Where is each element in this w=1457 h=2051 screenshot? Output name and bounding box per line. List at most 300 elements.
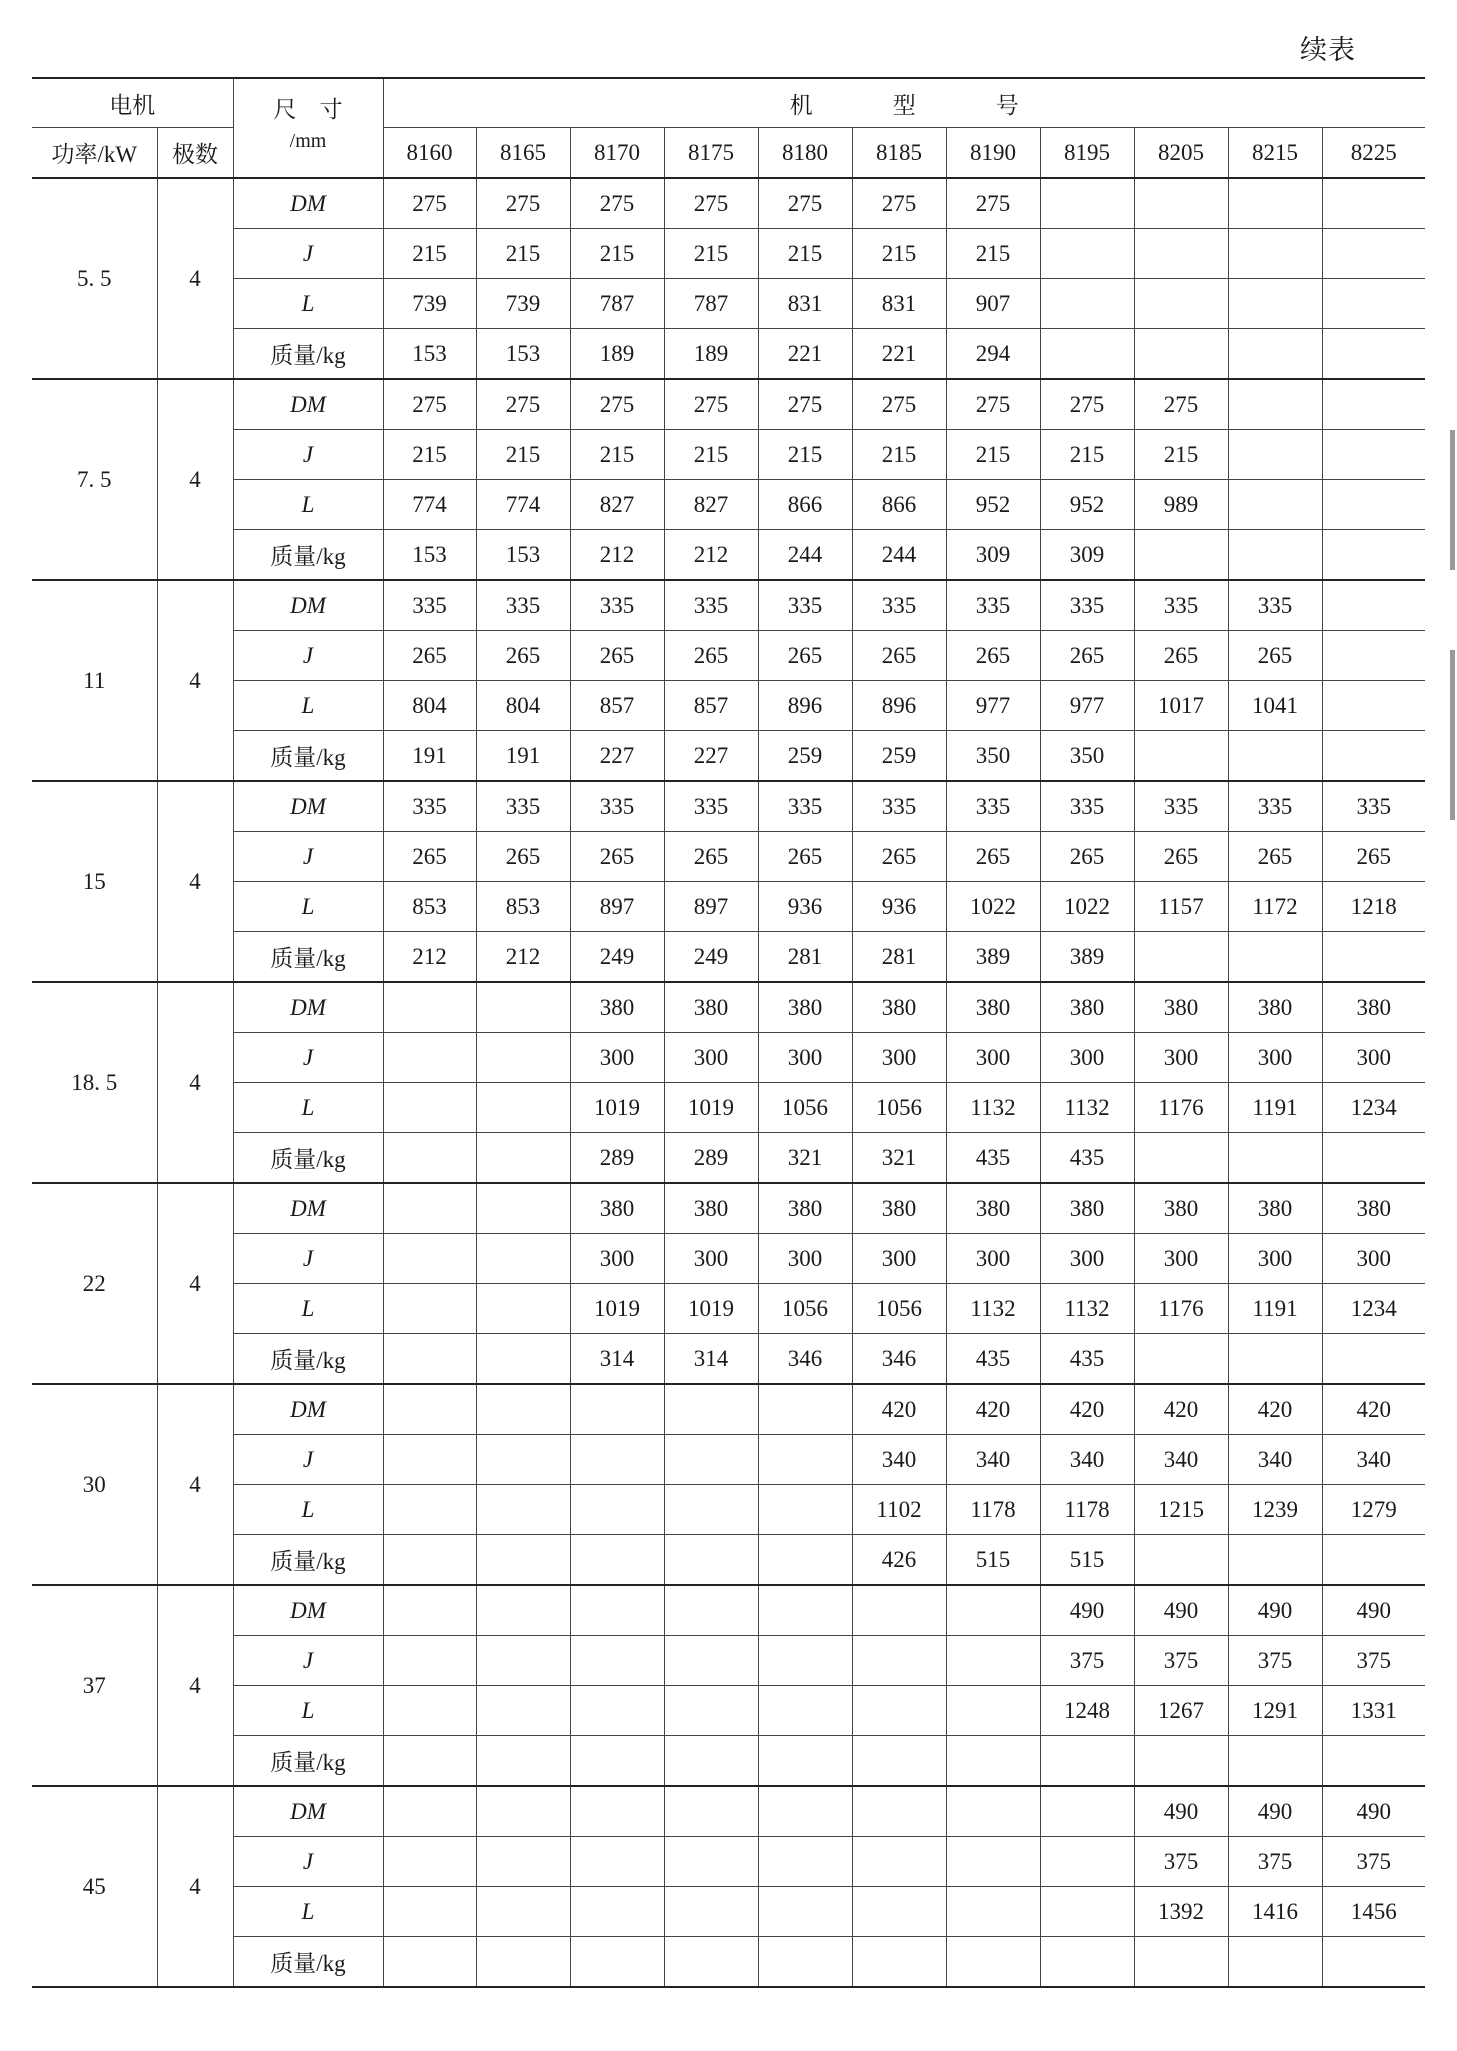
value-cell: 335 (1040, 580, 1134, 631)
value-cell: 275 (664, 178, 758, 229)
value-cell (1322, 631, 1425, 681)
value-cell (852, 1786, 946, 1837)
power-cell: 7. 5 (32, 379, 157, 580)
value-cell: 227 (664, 731, 758, 782)
value-cell: 380 (758, 1183, 852, 1234)
value-cell (1322, 229, 1425, 279)
value-cell: 897 (664, 882, 758, 932)
value-cell (383, 1435, 476, 1485)
value-cell (664, 1384, 758, 1435)
poles-cell: 4 (157, 982, 233, 1183)
table-row (32, 530, 1425, 581)
value-cell: 275 (570, 178, 664, 229)
value-cell: 294 (946, 329, 1040, 380)
value-cell: 1132 (1040, 1083, 1134, 1133)
value-cell (570, 1786, 664, 1837)
table-row (32, 882, 1425, 932)
value-cell: 346 (758, 1334, 852, 1385)
value-cell (1322, 329, 1425, 380)
value-cell (383, 1133, 476, 1184)
power-cell: 11 (32, 580, 157, 781)
value-cell: 977 (946, 681, 1040, 731)
dimension-label: J (233, 1234, 383, 1284)
table-body (32, 178, 1425, 1987)
value-cell: 265 (664, 631, 758, 681)
value-cell (383, 1937, 476, 1988)
dimension-label: L (233, 1887, 383, 1937)
value-cell (1322, 1736, 1425, 1787)
value-cell (570, 1535, 664, 1586)
value-cell: 1234 (1322, 1083, 1425, 1133)
value-cell: 804 (383, 681, 476, 731)
value-cell: 300 (1322, 1234, 1425, 1284)
value-cell: 831 (758, 279, 852, 329)
value-cell: 259 (758, 731, 852, 782)
value-cell (758, 1786, 852, 1837)
value-cell (758, 1837, 852, 1887)
value-cell (758, 1485, 852, 1535)
value-cell (758, 1585, 852, 1636)
value-cell: 1132 (946, 1083, 1040, 1133)
table-row (32, 832, 1425, 882)
value-cell: 435 (946, 1133, 1040, 1184)
value-cell: 1279 (1322, 1485, 1425, 1535)
value-cell: 265 (1040, 631, 1134, 681)
power-cell: 37 (32, 1585, 157, 1786)
value-cell: 300 (946, 1234, 1040, 1284)
value-cell: 265 (1134, 631, 1228, 681)
continued-table-label: 续表 (1300, 35, 1356, 65)
value-cell: 275 (570, 379, 664, 430)
value-cell: 340 (1322, 1435, 1425, 1485)
value-cell: 321 (852, 1133, 946, 1184)
value-cell (946, 1887, 1040, 1937)
value-cell: 275 (946, 379, 1040, 430)
value-cell (1134, 932, 1228, 983)
value-cell (1322, 932, 1425, 983)
dimension-label: 质量/kg (233, 1334, 383, 1385)
value-cell: 420 (852, 1384, 946, 1435)
model-column-header: 8205 (1134, 128, 1228, 179)
value-cell (664, 1736, 758, 1787)
value-cell: 380 (570, 982, 664, 1033)
value-cell (383, 1384, 476, 1435)
value-cell: 490 (1040, 1585, 1134, 1636)
value-cell: 221 (852, 329, 946, 380)
table-row (32, 1786, 1425, 1837)
value-cell (852, 1837, 946, 1887)
value-cell: 1056 (758, 1083, 852, 1133)
value-cell: 265 (758, 832, 852, 882)
value-cell: 215 (476, 430, 570, 480)
value-cell: 1056 (852, 1284, 946, 1334)
value-cell: 335 (1040, 781, 1134, 832)
value-cell (1228, 731, 1322, 782)
model-column-header: 8180 (758, 128, 852, 179)
value-cell: 265 (946, 832, 1040, 882)
value-cell (570, 1887, 664, 1937)
table-row (32, 279, 1425, 329)
value-cell (664, 1837, 758, 1887)
dimension-label: J (233, 1837, 383, 1887)
value-cell (758, 1686, 852, 1736)
value-cell: 1019 (664, 1284, 758, 1334)
table-row (32, 430, 1425, 480)
value-cell (383, 982, 476, 1033)
value-cell: 191 (476, 731, 570, 782)
table-row (32, 631, 1425, 681)
value-cell: 340 (1134, 1435, 1228, 1485)
value-cell: 1019 (664, 1083, 758, 1133)
value-cell (1228, 1334, 1322, 1385)
dimension-label: DM (233, 1384, 383, 1435)
value-cell: 265 (570, 832, 664, 882)
value-cell (1134, 731, 1228, 782)
value-cell: 380 (570, 1183, 664, 1234)
value-cell: 335 (664, 781, 758, 832)
page-edge-mark (1450, 430, 1455, 570)
value-cell: 375 (1228, 1636, 1322, 1686)
dimension-label: 质量/kg (233, 1937, 383, 1988)
value-cell: 1176 (1134, 1083, 1228, 1133)
dimension-label: DM (233, 379, 383, 430)
value-cell (476, 1585, 570, 1636)
value-cell: 215 (664, 430, 758, 480)
value-cell: 265 (383, 832, 476, 882)
value-cell: 314 (570, 1334, 664, 1385)
table-row (32, 982, 1425, 1033)
value-cell (476, 1636, 570, 1686)
value-cell: 215 (476, 229, 570, 279)
dimension-label: DM (233, 178, 383, 229)
value-cell: 1176 (1134, 1284, 1228, 1334)
value-cell (383, 1284, 476, 1334)
value-cell: 275 (383, 178, 476, 229)
table-row (32, 1284, 1425, 1334)
value-cell: 309 (946, 530, 1040, 581)
table-row (32, 1384, 1425, 1435)
value-cell: 314 (664, 1334, 758, 1385)
value-cell (1134, 178, 1228, 229)
poles-cell: 4 (157, 178, 233, 379)
value-cell: 1041 (1228, 681, 1322, 731)
value-cell: 340 (946, 1435, 1040, 1485)
value-cell: 227 (570, 731, 664, 782)
value-cell: 212 (476, 932, 570, 983)
value-cell (383, 1334, 476, 1385)
dimension-label: J (233, 1033, 383, 1083)
value-cell: 380 (1040, 1183, 1134, 1234)
value-cell (383, 1786, 476, 1837)
value-cell: 300 (1228, 1234, 1322, 1284)
value-cell (946, 1786, 1040, 1837)
value-cell (1228, 530, 1322, 581)
value-cell: 335 (1134, 580, 1228, 631)
value-cell (1322, 178, 1425, 229)
power-cell: 5. 5 (32, 178, 157, 379)
value-cell: 490 (1322, 1585, 1425, 1636)
value-cell (664, 1636, 758, 1686)
value-cell (1228, 932, 1322, 983)
value-cell: 952 (1040, 480, 1134, 530)
value-cell: 335 (664, 580, 758, 631)
value-cell (664, 1786, 758, 1837)
value-cell (476, 1133, 570, 1184)
value-cell: 866 (852, 480, 946, 530)
value-cell: 1102 (852, 1485, 946, 1535)
value-cell (570, 1686, 664, 1736)
value-cell (1040, 1786, 1134, 1837)
value-cell: 275 (664, 379, 758, 430)
value-cell (758, 1636, 852, 1686)
value-cell: 300 (570, 1033, 664, 1083)
value-cell (1040, 229, 1134, 279)
value-cell: 309 (1040, 530, 1134, 581)
value-cell (476, 1535, 570, 1586)
value-cell: 853 (383, 882, 476, 932)
value-cell (1322, 1334, 1425, 1385)
value-cell (476, 1033, 570, 1083)
poles-cell: 4 (157, 580, 233, 781)
value-cell: 335 (946, 781, 1040, 832)
value-cell: 936 (758, 882, 852, 932)
value-cell: 212 (664, 530, 758, 581)
value-cell: 275 (946, 178, 1040, 229)
value-cell: 189 (570, 329, 664, 380)
dimension-label: J (233, 832, 383, 882)
value-cell: 300 (946, 1033, 1040, 1083)
table-row (32, 1736, 1425, 1787)
value-cell: 774 (476, 480, 570, 530)
value-cell: 275 (1134, 379, 1228, 430)
value-cell: 249 (664, 932, 758, 983)
model-column-header: 8195 (1040, 128, 1134, 179)
value-cell (1228, 379, 1322, 430)
value-cell: 300 (664, 1033, 758, 1083)
size-header-label: 尺 寸 (273, 97, 343, 122)
value-cell (476, 1937, 570, 1988)
poles-cell: 4 (157, 379, 233, 580)
value-cell: 380 (1322, 1183, 1425, 1234)
value-cell: 1132 (1040, 1284, 1134, 1334)
value-cell (664, 1585, 758, 1636)
value-cell: 490 (1322, 1786, 1425, 1837)
value-cell: 907 (946, 279, 1040, 329)
value-cell: 1022 (1040, 882, 1134, 932)
table-row (32, 1837, 1425, 1887)
value-cell: 375 (1134, 1636, 1228, 1686)
value-cell: 1218 (1322, 882, 1425, 932)
value-cell: 153 (476, 329, 570, 380)
value-cell (476, 1786, 570, 1837)
value-cell (1228, 178, 1322, 229)
value-cell: 215 (852, 229, 946, 279)
power-cell: 30 (32, 1384, 157, 1585)
value-cell: 215 (570, 430, 664, 480)
value-cell (383, 1686, 476, 1736)
value-cell: 1331 (1322, 1686, 1425, 1736)
value-cell: 827 (570, 480, 664, 530)
dimension-label: 质量/kg (233, 1133, 383, 1184)
dimension-label: L (233, 1686, 383, 1736)
value-cell: 380 (758, 982, 852, 1033)
poles-header: 极数 (157, 128, 233, 179)
value-cell: 215 (664, 229, 758, 279)
value-cell: 380 (1134, 982, 1228, 1033)
value-cell (1228, 279, 1322, 329)
value-cell: 989 (1134, 480, 1228, 530)
model-column-header: 8170 (570, 128, 664, 179)
value-cell (1040, 178, 1134, 229)
dimension-label: L (233, 279, 383, 329)
value-cell: 1019 (570, 1284, 664, 1334)
value-cell: 1022 (946, 882, 1040, 932)
value-cell: 215 (1134, 430, 1228, 480)
dimension-label: DM (233, 1183, 383, 1234)
table-row (32, 379, 1425, 430)
value-cell: 1172 (1228, 882, 1322, 932)
value-cell (476, 1485, 570, 1535)
value-cell: 300 (1040, 1033, 1134, 1083)
value-cell (1322, 1937, 1425, 1988)
value-cell (1322, 530, 1425, 581)
value-cell: 490 (1134, 1585, 1228, 1636)
value-cell: 340 (852, 1435, 946, 1485)
value-cell: 300 (852, 1234, 946, 1284)
value-cell: 380 (1040, 982, 1134, 1033)
value-cell (1322, 1535, 1425, 1586)
table-row (32, 1183, 1425, 1234)
value-cell: 1291 (1228, 1686, 1322, 1736)
value-cell: 380 (664, 1183, 758, 1234)
value-cell: 952 (946, 480, 1040, 530)
value-cell: 435 (1040, 1133, 1134, 1184)
value-cell: 1234 (1322, 1284, 1425, 1334)
value-cell: 375 (1322, 1636, 1425, 1686)
table-row (32, 1937, 1425, 1988)
value-cell (946, 1837, 1040, 1887)
value-cell (383, 1585, 476, 1636)
dimension-label: 质量/kg (233, 1736, 383, 1787)
value-cell: 389 (946, 932, 1040, 983)
value-cell (1040, 1887, 1134, 1937)
value-cell: 335 (1228, 580, 1322, 631)
dimension-label: J (233, 229, 383, 279)
table-row (32, 1133, 1425, 1184)
value-cell: 774 (383, 480, 476, 530)
value-cell (570, 1585, 664, 1636)
value-cell (852, 1585, 946, 1636)
value-cell: 215 (383, 430, 476, 480)
motor-header: 电机 (32, 78, 233, 128)
value-cell (570, 1485, 664, 1535)
value-cell: 300 (852, 1033, 946, 1083)
value-cell (1040, 1937, 1134, 1988)
value-cell: 335 (570, 580, 664, 631)
value-cell (1040, 329, 1134, 380)
value-cell: 435 (1040, 1334, 1134, 1385)
model-column-header: 8165 (476, 128, 570, 179)
value-cell (1228, 1937, 1322, 1988)
value-cell: 490 (1134, 1786, 1228, 1837)
model-header-char-1: 机 (789, 92, 813, 118)
value-cell: 857 (664, 681, 758, 731)
value-cell: 1056 (758, 1284, 852, 1334)
table-row (32, 1234, 1425, 1284)
value-cell: 420 (1134, 1384, 1228, 1435)
value-cell: 275 (476, 379, 570, 430)
value-cell: 275 (758, 379, 852, 430)
page-edge-mark (1450, 650, 1455, 820)
value-cell (476, 1334, 570, 1385)
value-cell: 281 (852, 932, 946, 983)
value-cell: 300 (1134, 1033, 1228, 1083)
value-cell: 515 (946, 1535, 1040, 1586)
dimension-label: L (233, 1284, 383, 1334)
value-cell (758, 1384, 852, 1435)
table-row (32, 1535, 1425, 1586)
table-row (32, 1485, 1425, 1535)
value-cell (1322, 379, 1425, 430)
value-cell (946, 1937, 1040, 1988)
value-cell: 375 (1228, 1837, 1322, 1887)
power-cell: 18. 5 (32, 982, 157, 1183)
value-cell (1322, 480, 1425, 530)
value-cell (758, 1937, 852, 1988)
value-cell: 1178 (946, 1485, 1040, 1535)
value-cell (1322, 279, 1425, 329)
value-cell (852, 1887, 946, 1937)
value-cell (664, 1887, 758, 1937)
table-row (32, 1083, 1425, 1133)
dimension-label: DM (233, 1585, 383, 1636)
model-column-header: 8175 (664, 128, 758, 179)
value-cell: 1056 (852, 1083, 946, 1133)
value-cell (383, 1887, 476, 1937)
value-cell (946, 1686, 1040, 1736)
power-header: 功率/kW (32, 128, 157, 179)
value-cell: 739 (476, 279, 570, 329)
dimension-label: 质量/kg (233, 731, 383, 782)
value-cell: 335 (570, 781, 664, 832)
size-header (233, 78, 383, 178)
value-cell: 265 (1134, 832, 1228, 882)
value-cell: 249 (570, 932, 664, 983)
dimension-label: L (233, 681, 383, 731)
value-cell: 380 (1322, 982, 1425, 1033)
value-cell: 212 (570, 530, 664, 581)
value-cell: 1017 (1134, 681, 1228, 731)
value-cell: 265 (1322, 832, 1425, 882)
value-cell: 275 (383, 379, 476, 430)
value-cell: 389 (1040, 932, 1134, 983)
value-cell: 1191 (1228, 1083, 1322, 1133)
value-cell: 380 (1228, 982, 1322, 1033)
value-cell: 244 (758, 530, 852, 581)
value-cell (383, 1736, 476, 1787)
value-cell: 265 (758, 631, 852, 681)
value-cell (946, 1736, 1040, 1787)
value-cell: 215 (758, 430, 852, 480)
value-cell: 350 (1040, 731, 1134, 782)
model-column-header: 8225 (1322, 128, 1425, 179)
value-cell: 346 (852, 1334, 946, 1385)
value-cell: 265 (1228, 832, 1322, 882)
value-cell: 1191 (1228, 1284, 1322, 1334)
table-row (32, 781, 1425, 832)
value-cell (476, 1083, 570, 1133)
value-cell (383, 1535, 476, 1586)
